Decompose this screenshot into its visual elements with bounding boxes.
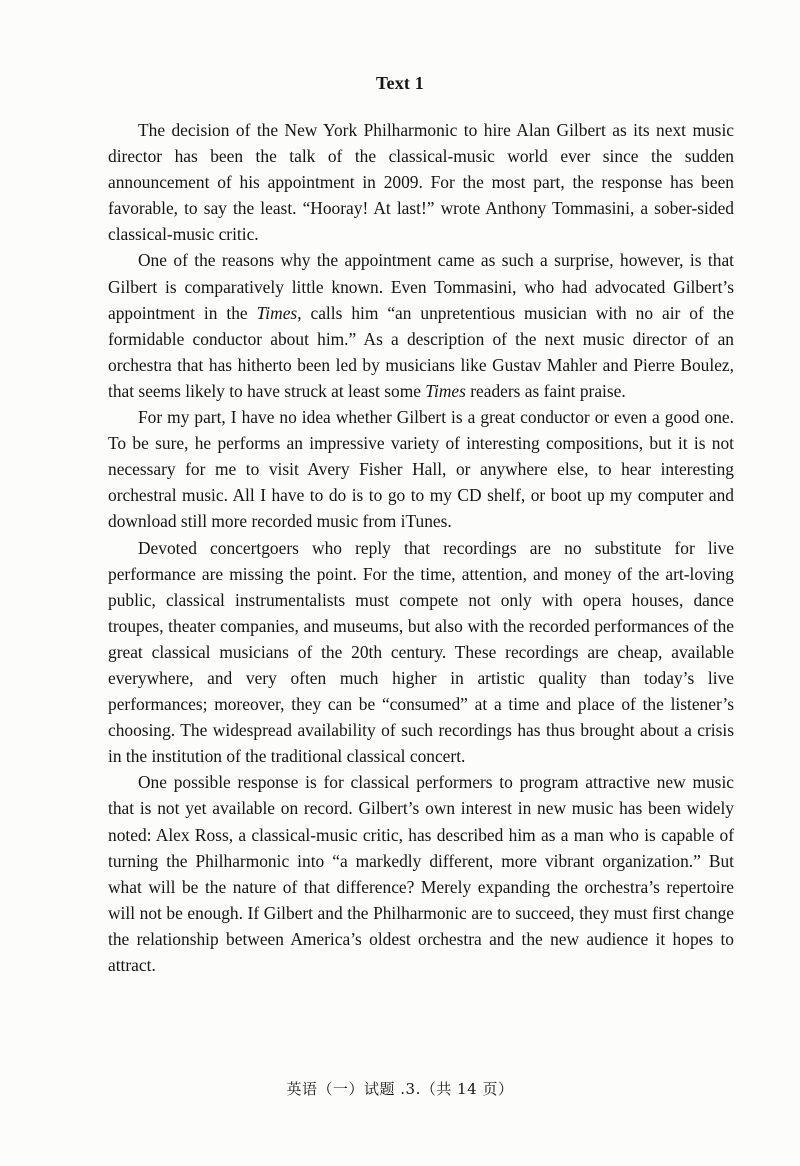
paragraph-5	[108, 769, 734, 978]
paragraph-3-text: For my part, I have no idea whether Gilbert is a great conductor or even a good one. To be sure, he performs an impressive variety of interesting compositions, but it is not necessary for me to visit Avery Fisher Hall, or anywhere else, to hear interesting orchestral music. All I have to do is to go to my CD shelf, or boot up my computer and download still more recorded music from iTunes.	[108, 407, 734, 532]
page-title: Text 1	[375, 73, 425, 93]
paragraph-2-text-part-3: readers as faint praise.	[465, 380, 626, 401]
paragraph-2-text-part-2: , calls him “an unpretentious musician with no air of the formidable conductor about him.” As a description of the next music director of an orchestra that has hitherto been led by musicians like Gustav Mahler and Pierre Boulez, that seems likely to have struck at least some	[108, 302, 734, 401]
paragraph-1	[108, 117, 734, 247]
paragraph-4	[108, 535, 734, 770]
paragraph-2	[108, 247, 734, 404]
paragraph-2-text-part-1: One of the reasons why the appointment came as such a surprise, however, is that Gilbert is comparatively little known. Even Tommasini, who had advocated Gilbert’s appointment in the	[108, 250, 734, 323]
publication-name-italic: Times	[425, 380, 466, 401]
paragraph-3	[108, 404, 734, 534]
paragraph-4-text: Devoted concertgoers who reply that recordings are no substitute for live performance are missing the point. For the time, attention, and money of the art-loving public, classical instrumentalists must compete not only with opera houses, dance troupes, theater companies, and museums, but also with the recorded performances of the great classical musicians of the 20th century. These recordings are cheap, available everywhere, and very often much higher in artistic quality than today’s live performances; moreover, they can be “consumed” at a time and place of the listener’s choosing. The widespread availability of such recordings has thus brought about a crisis in the institution of the traditional classical concert.	[108, 537, 734, 767]
publication-name-italic: Times	[256, 302, 298, 323]
passage-body	[108, 117, 734, 978]
page-footer: 英语（一）试题 .3.（共 14 页）	[286, 1080, 514, 1098]
paragraph-1-text: The decision of the New York Philharmonic to hire Alan Gilbert as its next music director has been the talk of the classical-music world ever since the sudden announcement of his appointment in 2009. For the most part, the response has been favorable, to say the least. “Hooray! At last!” wrote Anthony Tommasini, a sober-sided classical-music critic.	[108, 120, 734, 245]
paragraph-5-text: One possible response is for classical performers to program attractive new music that is not yet available on record. Gilbert’s own interest in new music has been widely noted: Alex Ross, a classical-music critic, has described him as a man who is capable of turning the Philharmonic into “a markedly different, more vibrant organization.” But what will be the nature of that difference? Merely expanding the orchestra’s repertoire will not be enough. If Gilbert and the Philharmonic are to succeed, they must first change the relationship between America’s oldest orchestra and the new audience it hopes to attract.	[108, 772, 734, 975]
